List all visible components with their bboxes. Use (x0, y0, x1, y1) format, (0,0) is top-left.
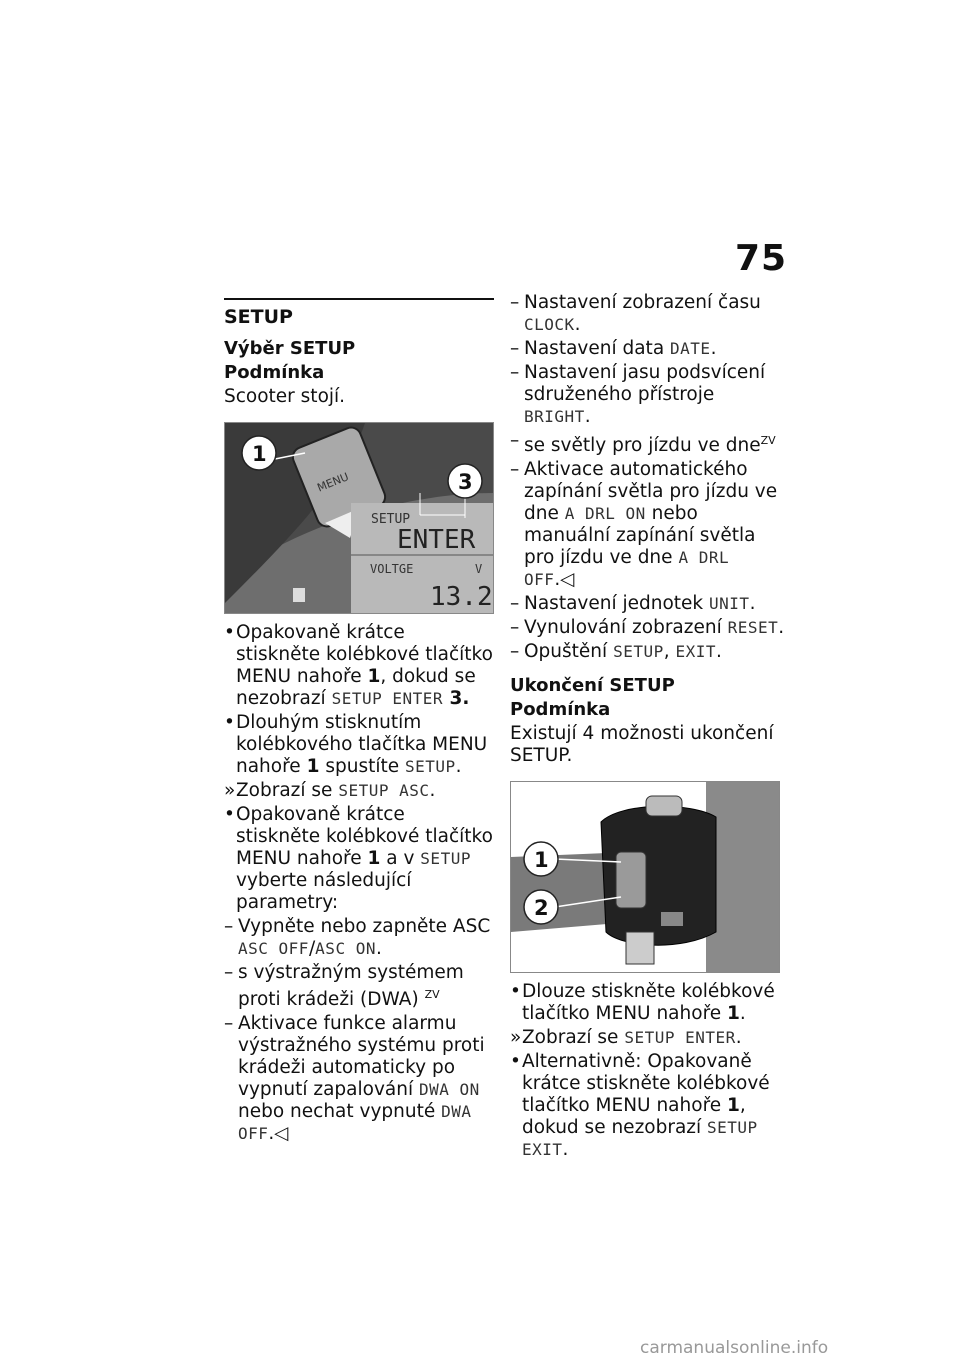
param-item: – Aktivace funkce alarmu výstražného systému proti krádeži automaticky po vypnutí zapalování DWA ON nebo nechat vypnuté DWA OFF.◁ (224, 1013, 485, 1145)
lcd-voltage-value: 13.2 (430, 582, 493, 612)
figure-handlebar (510, 781, 780, 973)
right-column (510, 292, 785, 1163)
step-item: • Alternativně: Opakovaně krátce stiskněte kolébkové tlačítko MENU nahoře 1, dokud se nezobrazí SETUP EXIT. (510, 1051, 770, 1161)
param-item: – s výstražným systémem proti krádeži (DWA) $^{ZV}$ (224, 962, 464, 1011)
param-item: – Nastavení jednotek UNIT. (510, 593, 756, 615)
param-item: – Nastavení zobrazení času CLOCK. (510, 292, 761, 335)
page-number: 75 (735, 238, 788, 279)
section-title: SETUP (224, 306, 293, 328)
result-item: » Zobrazí se SETUP ASC. (224, 780, 436, 801)
right-steps (510, 981, 785, 1161)
callout-2: 2 (534, 896, 549, 921)
figure-setup-illustration (225, 423, 493, 613)
right-params (510, 292, 785, 663)
figure-handlebar-illustration (511, 782, 779, 972)
param-item: – Nastavení data DATE. (510, 338, 717, 359)
figure-setup-display (224, 422, 494, 614)
callout-1: 1 (252, 442, 267, 466)
param-item: – Vypněte nebo zapněte ASC ASC OFF/ASC ON. (224, 916, 491, 959)
condition-label: Podmínka (224, 362, 325, 383)
step-item: • Opakovaně krátce stiskněte kolébkové tlačítko MENU nahoře 1, dokud se nezobrazí SETUP ENTER 3. (224, 622, 493, 709)
lcd-unit: V (475, 562, 483, 576)
condition-label: Podmínka (510, 699, 611, 721)
step-item: • Opakovaně krátce stiskněte kolébkové tlačítko MENU nahoře 1 a v SETUP vyberte následující parametry: (224, 804, 493, 913)
callout-1: 1 (534, 848, 549, 873)
step-item: • Dlouze stiskněte kolébkové tlačítko MENU nahoře 1. (510, 981, 775, 1025)
subsection-title: Výběr SETUP (224, 338, 356, 359)
lcd-voltage-label: VOLTGE (370, 562, 414, 576)
callout-3: 3 (458, 470, 473, 494)
section-rule (224, 298, 494, 300)
left-steps (224, 622, 494, 1145)
condition-text: Existují 4 možnosti ukončení SETUP. (510, 723, 774, 767)
watermark: carmanualsonline.info (640, 1338, 829, 1358)
fuel-icon (293, 588, 305, 602)
param-item: – Opuštění SETUP, EXIT. (510, 641, 722, 663)
param-item: – Nastavení jasu podsvícení sdruženého přístroje BRIGHT. (510, 362, 766, 427)
menu-button-label: MENU (315, 470, 351, 495)
step-item: • Dlouhým stisknutím kolébkového tlačítka MENU nahoře 1 spustíte SETUP. (224, 712, 488, 777)
result-item: » Zobrazí se SETUP ENTER. (510, 1027, 742, 1049)
param-item: – se světly pro jízdu ve dne$^{ZV}$ (510, 430, 776, 457)
left-column (224, 298, 494, 1147)
param-item: – Vynulování zobrazení RESET. (510, 617, 785, 639)
condition-text: Scooter stojí. (224, 386, 346, 407)
lcd-enter-text: ENTER (397, 525, 476, 555)
lcd-setup-text: SETUP (371, 512, 411, 527)
subsection-title: Ukončení SETUP (510, 675, 675, 697)
param-item: – Aktivace automatického zapínání světla pro jízdu ve dne A DRL ON nebo manuální zapínání světla pro jízdu ve dne A DRL OFF.◁ (510, 459, 778, 591)
